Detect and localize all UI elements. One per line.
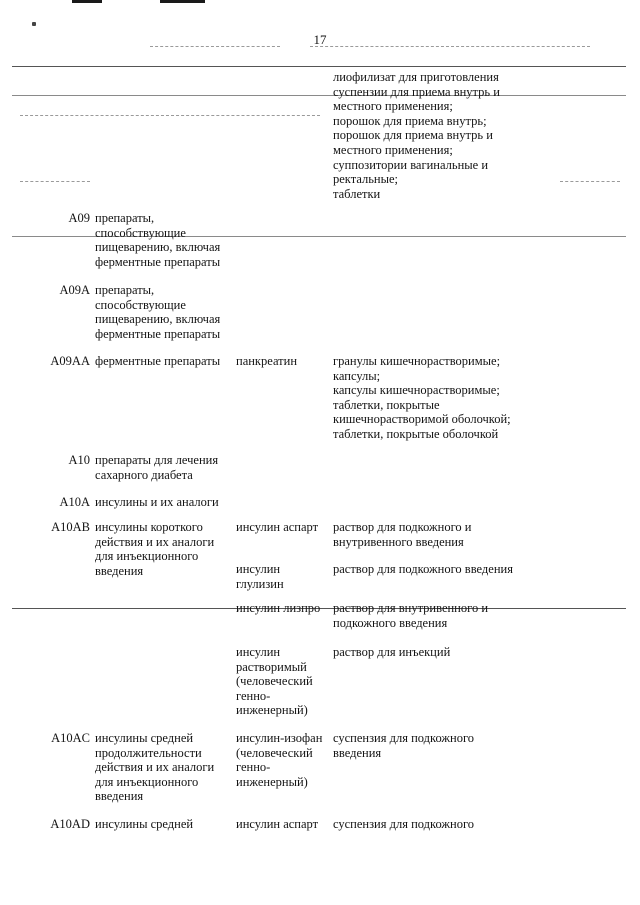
scan-edge-mark [72, 0, 102, 3]
atc-code: A10AC [51, 731, 90, 745]
drug-name: инсулин аспарт [236, 817, 319, 831]
anatomical-group: препараты, способствующие пищеварению, включая ферментные препараты [95, 211, 221, 269]
dosage-forms: раствор для внутривенного и подкожного введения [333, 601, 489, 630]
dosage-forms: раствор для подкожного и внутривенного введения [333, 520, 472, 549]
drug-name: инсулин аспарт [236, 520, 319, 534]
continuation-dosage-forms: лиофилизат для приготовления суспензии для приема внутрь и местного применения; порошок для приема внутрь; порошок для приема внутрь и местного применения; суппозитории вагинальные и ректальные; таблетки [333, 70, 500, 201]
drug-name: инсулин глулизин [236, 562, 284, 591]
atc-code: A10A [59, 495, 90, 509]
anatomical-group: ферментные препараты [95, 354, 221, 368]
page-number: 17 [313, 32, 327, 47]
anatomical-group: инсулины средней продолжительности действия и их аналоги для инъекционного введения [95, 731, 215, 804]
dosage-forms: раствор для инъекций [333, 645, 451, 659]
anatomical-group: препараты, способствующие пищеварению, включая ферментные препараты [95, 283, 221, 341]
anatomical-group: инсулины средней [95, 817, 194, 831]
dosage-forms: гранулы кишечнорастворимые; капсулы; капсулы кишечнорастворимые; таблетки, покрытые кишечнорастворимой оболочкой; таблетки, покрытые оболочкой [333, 354, 511, 441]
scan-edge-mark [160, 0, 205, 3]
dosage-forms: суспензия для подкожного [333, 817, 475, 831]
drug-name: инсулин лизпро [236, 601, 321, 615]
atc-code: A10AB [51, 520, 90, 534]
atc-code: A09AA [50, 354, 90, 368]
atc-code: A09 [68, 211, 90, 225]
atc-code: A09A [59, 283, 90, 297]
faint-line [20, 181, 90, 183]
dosage-forms: суспензия для подкожного введения [333, 731, 475, 760]
drug-name: инсулин-изофан (человеческий генно- инженерный) [236, 731, 323, 789]
drug-name: инсулин растворимый (человеческий генно- инженерный) [236, 645, 313, 718]
table-top-rule [12, 66, 626, 67]
dosage-forms: раствор для подкожного введения [333, 562, 513, 576]
atc-code: A10AD [50, 817, 90, 831]
anatomical-group: инсулины и их аналоги [95, 495, 219, 509]
scan-speck [32, 22, 36, 26]
anatomical-group: инсулины короткого действия и их аналоги для инъекционного введения [95, 520, 215, 578]
atc-code: A10 [68, 453, 90, 467]
faint-line [20, 115, 320, 117]
drug-name: панкреатин [236, 354, 298, 368]
anatomical-group: препараты для лечения сахарного диабета [95, 453, 219, 482]
